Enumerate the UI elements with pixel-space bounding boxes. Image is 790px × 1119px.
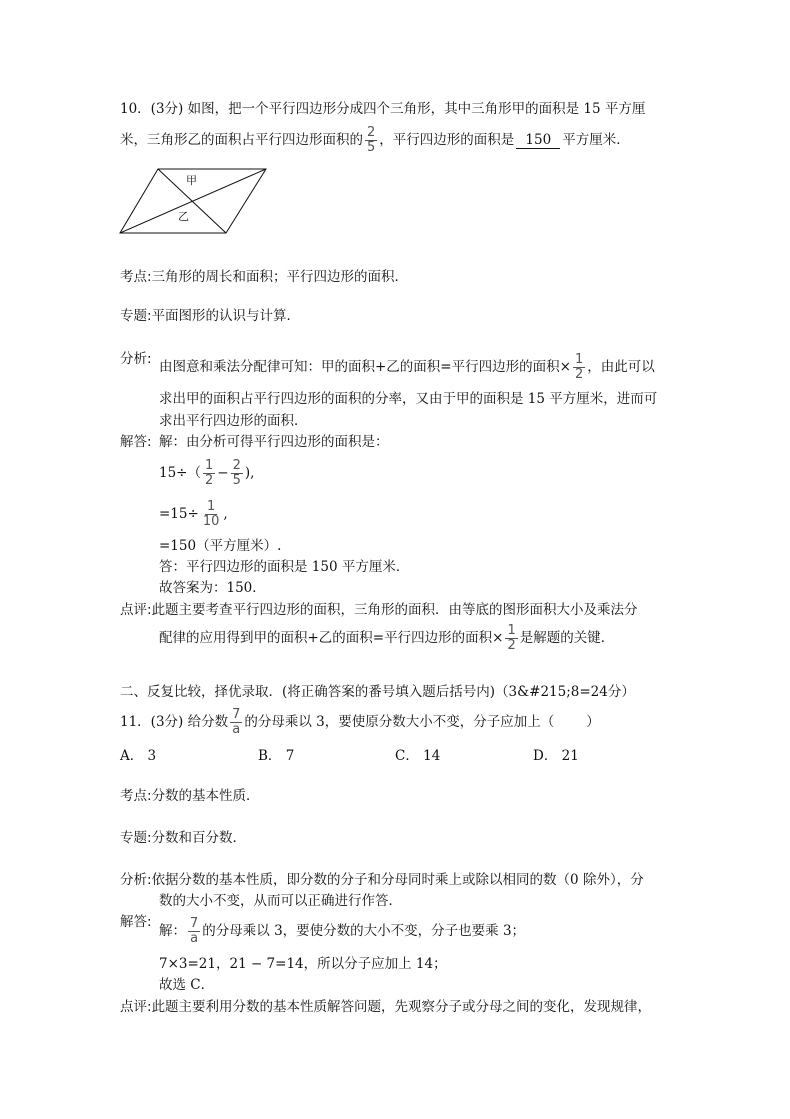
q10-dianping-fraction [505,624,517,653]
q10-calc2-numerator: 1 [206,498,216,514]
q11-fraction [230,708,242,737]
q11-kaodian-label: 考点: [120,788,152,804]
q10-calc2-denominator: 10 [202,513,220,529]
parallelogram-figure [118,165,268,237]
q10-dianping-text-a: 配律的应用得到甲的面积+乙的面积=平行四边形的面积× [159,630,504,646]
q10-stem-text-a: 米，三角形乙的面积占平行四边形面积的 [120,132,363,148]
triangle-yi-label: 乙 [178,210,189,223]
q11-jieda-fraction-numerator: 7 [190,915,199,931]
q10-fenxi-fraction-numerator: 1 [574,351,584,367]
q10-kaodian [120,267,408,287]
q10-fraction [365,126,377,155]
q11-fraction-denominator: a [232,721,241,737]
q11-option-a [120,746,156,766]
q11-jieda-text-b: 的分母乘以 3，要使分数的大小不变，分子也要乘 3； [202,923,526,939]
q11-option-d-letter: D． [533,748,558,764]
section-2-heading: 二、反复比较，择优录取．(将正确答案的番号填入题后括号内)（3&#215;8=24分） [120,684,635,700]
q10-fenxi-text-b: ，由此可以 [587,359,655,375]
q10-zhuanti-text: 平面图形的认识与计算． [151,308,301,324]
q10-calc1-fraction-2 [231,459,243,488]
q10-dianping-fraction-numerator: 1 [507,622,516,638]
q11-option-b-letter: B． [258,748,282,764]
q10-zhuanti [120,306,300,326]
q11-zhuanti-label: 专题: [120,830,152,846]
q11-jieda-line3: 故选 C． [159,977,215,993]
q11-option-c-letter: C． [395,748,419,764]
q10-calc1-f1-numerator: 1 [205,457,214,473]
q10-fenxi-fraction [573,353,585,382]
q10-calc-answer: 答：平行四边形的面积是 150 平方厘米． [159,559,410,575]
q10-dianping-line2 [159,620,614,656]
q10-calc1-text-b: ), [244,465,255,481]
q10-jieda-line1: 解：由分析可得平行四边形的面积是： [159,434,389,450]
q10-fenxi-text-a: 由图意和乘法分配律可知：甲的面积+乙的面积=平行四边形的面积× [159,359,571,375]
q11-kaodian [120,786,260,806]
q11-jieda-fraction [188,917,200,946]
q11-fenxi [120,870,644,890]
q10-answer-blank: 150 [516,132,560,149]
q11-jieda-text-a: 解： [159,923,186,939]
q11-option-d [533,746,579,766]
q11-dianping-line1: 此题主要利用分数的基本性质解答问题，先观察分子或分母之间的变化，发现规律， [151,999,652,1015]
q11-stem-text-a: 11．(3分) 给分数 [120,714,229,730]
q11-option-c [395,746,440,766]
q10-dianping-label: 点评: [120,602,152,618]
q10-fenxi-line2: 求出甲的面积占平行四边形的面积的分率，又由于甲的面积是 15 平方厘米，进而可 [159,391,658,407]
q10-calc1-text-a: 15÷（ [159,465,201,481]
q11-dianping [120,997,651,1017]
q11-jieda-fraction-denominator: a [190,930,199,946]
q10-final-answer: 故答案为：150． [159,580,266,596]
q11-option-a-letter: A． [120,748,144,764]
q11-jieda-line1 [159,913,525,949]
q11-option-d-value: 21 [561,748,579,764]
q10-stem-line1: 10．(3分) 如图，把一个平行四边形分成四个三角形，其中三角形甲的面积是 15 平方厘 [120,101,646,117]
q10-dianping-fraction-denominator: 2 [507,637,516,653]
q10-kaodian-label: 考点: [120,269,152,285]
q11-fraction-numerator: 7 [232,706,241,722]
q10-dianping [120,600,638,620]
q10-calc2-text-a: =15÷ [159,506,199,522]
q10-dianping-text-b: 是解题的关键． [519,630,615,646]
q11-option-b [258,746,294,766]
q10-fenxi-line1 [159,349,655,385]
q10-fenxi-fraction-denominator: 2 [574,366,584,382]
q10-calc-step3: =150（平方厘米）. [159,538,282,554]
q10-calc1-minus: − [217,465,229,481]
q11-option-a-value: 3 [147,748,157,764]
q11-stem-text-c: ） [586,714,600,730]
q10-calc1-f1-denominator: 2 [205,472,214,488]
q10-fenxi-label: 分析: [120,351,152,367]
q11-option-c-value: 14 [423,748,441,764]
q10-zhuanti-label: 专题: [120,308,152,324]
q11-zhuanti [120,828,246,848]
q10-calc2-fraction [201,500,222,529]
q11-kaodian-text: 分数的基本性质． [151,788,260,804]
q10-stem-line2 [120,122,630,158]
q10-fenxi-line3: 求出平行四边形的面积． [159,413,308,429]
q10-calc-step2 [159,496,228,532]
q10-jieda-label: 解答: [120,434,152,450]
q10-calc2-text-b: , [223,506,228,522]
q10-calc1-f2-numerator: 2 [232,457,241,473]
triangle-jia-label: 甲 [186,174,197,187]
q11-stem [120,704,600,740]
q11-dianping-label: 点评: [120,999,152,1015]
q11-fenxi-label: 分析: [120,872,152,888]
q11-zhuanti-text: 分数和百分数． [151,830,247,846]
q11-fenxi-line2: 数的大小不变，从而可以正确进行作答． [159,893,402,909]
q10-calc-step1 [159,455,254,491]
q10-fraction-numerator: 2 [367,124,376,140]
q10-stem-text-c: 平方厘米． [562,132,630,148]
q10-dianping-line1: 此题主要考查平行四边形的面积，三角形的面积．由等底的图形面积大小及乘法分 [151,602,638,618]
q10-kaodian-text: 三角形的周长和面积；平行四边形的面积． [151,269,409,285]
q11-stem-text-b: 的分母乘以 3，要使原分数大小不变，分子应加上（ [244,714,555,730]
q11-fenxi-line1: 依据分数的基本性质，即分数的分子和分母同时乘上或除以相同的数（0 除外），分 [151,872,644,888]
q11-jieda-line2: 7×3=21，21 − 7=14，所以分子应加上 14； [159,956,447,972]
q11-option-b-value: 7 [285,748,295,764]
q10-calc1-f2-denominator: 5 [232,472,241,488]
q10-stem-text-b: ，平行四边形的面积是 [379,132,515,148]
q10-calc1-fraction-1 [203,459,215,488]
q11-jieda-label: 解答: [120,914,152,930]
q10-fraction-denominator: 5 [367,139,376,155]
